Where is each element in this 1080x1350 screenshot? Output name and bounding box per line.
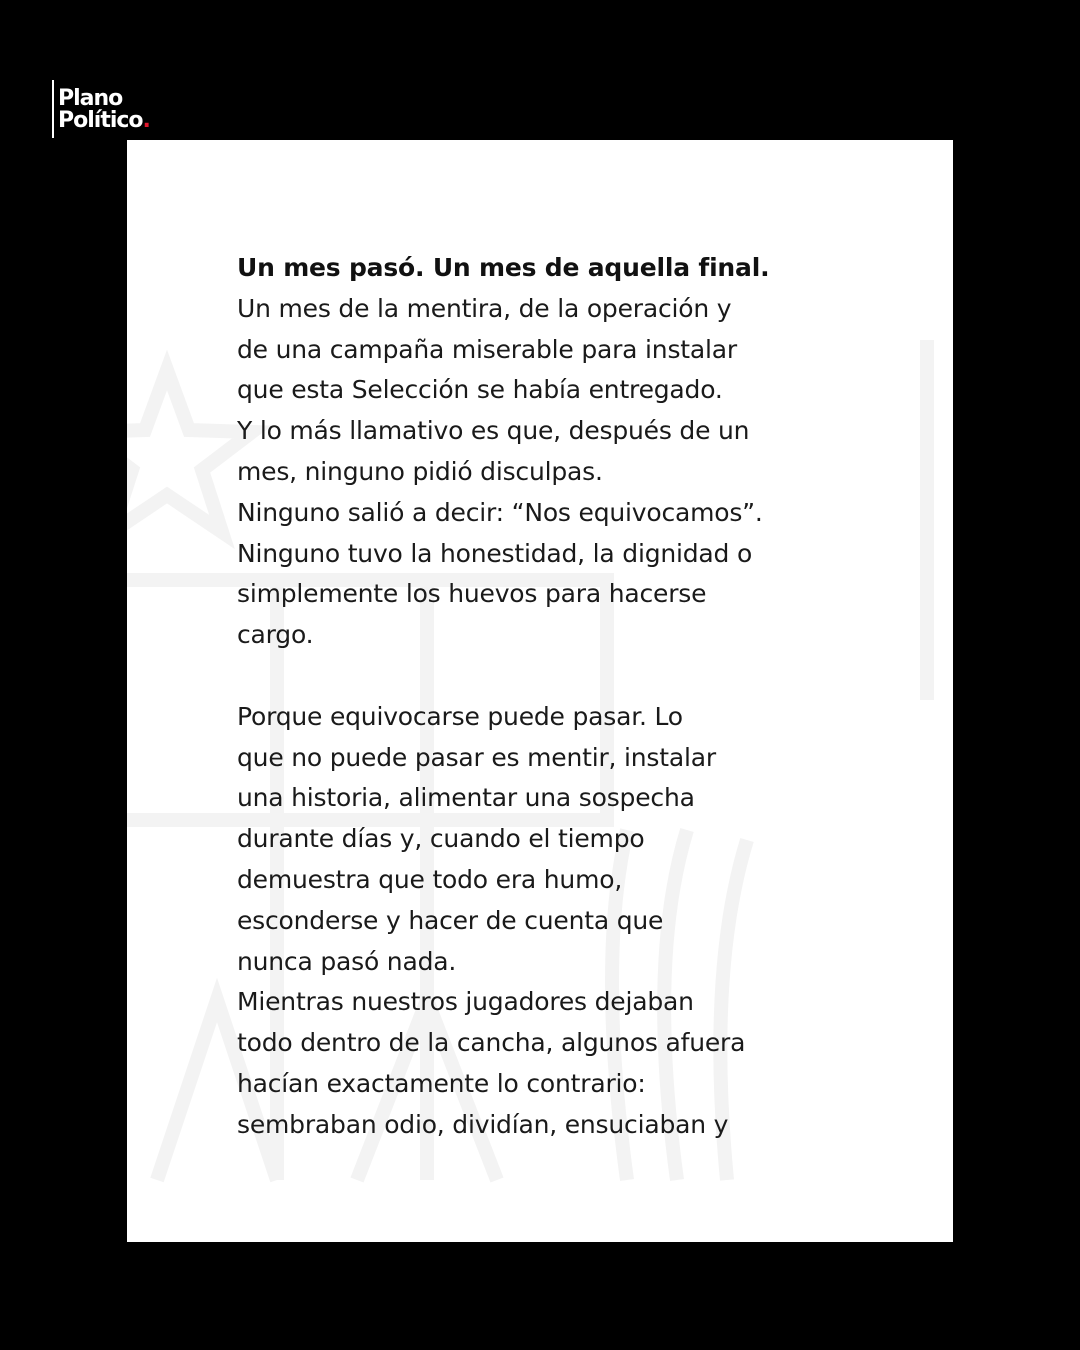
body-line: todo dentro de la cancha, algunos afuera xyxy=(237,1028,746,1058)
body-line: Mientras nuestros jugadores dejaban xyxy=(237,987,694,1017)
body-line: demuestra que todo era humo, xyxy=(237,864,623,894)
body-line: durante días y, cuando el tiempo xyxy=(237,824,645,854)
article-heading: Un mes pasó. Un mes de aquella final. xyxy=(237,253,770,282)
logo-red-dot: . xyxy=(142,108,150,133)
body-line: que esta Selección se había entregado. xyxy=(237,375,723,405)
body-line: Y lo más llamativo es que, después de un xyxy=(237,416,750,446)
body-line: Ninguno tuvo la honestidad, la dignidad o xyxy=(237,538,753,568)
body-line: simplemente los huevos para hacerse xyxy=(237,579,707,609)
body-line: mes, ninguno pidió disculpas. xyxy=(237,456,603,486)
body-line: cargo. xyxy=(237,620,314,650)
body-line: sembraban odio, dividían, ensuciaban y xyxy=(237,1109,729,1139)
paragraph-gap xyxy=(237,656,877,697)
body-line: nunca pasó nada. xyxy=(237,946,457,976)
logo-line-1: Plano xyxy=(58,86,123,111)
logo-line-2 xyxy=(58,110,150,132)
body-line: Ninguno salió a decir: “Nos equivocamos”. xyxy=(237,497,763,527)
body-line: que no puede pasar es mentir, instalar xyxy=(237,742,716,772)
body-line: Porque equivocarse puede pasar. Lo xyxy=(237,701,683,731)
logo-word-politico: Político xyxy=(58,108,143,133)
body-line: una historia, alimentar una sospecha xyxy=(237,783,695,813)
article-body xyxy=(237,248,877,1146)
body-line: Un mes de la mentira, de la operación y xyxy=(237,293,732,323)
plano-politico-logo xyxy=(52,80,150,138)
article-card xyxy=(127,140,953,1242)
body-line: hacían exactamente lo contrario: xyxy=(237,1068,646,1098)
body-line: esconderse y hacer de cuenta que xyxy=(237,905,664,935)
body-line: de una campaña miserable para instalar xyxy=(237,334,737,364)
